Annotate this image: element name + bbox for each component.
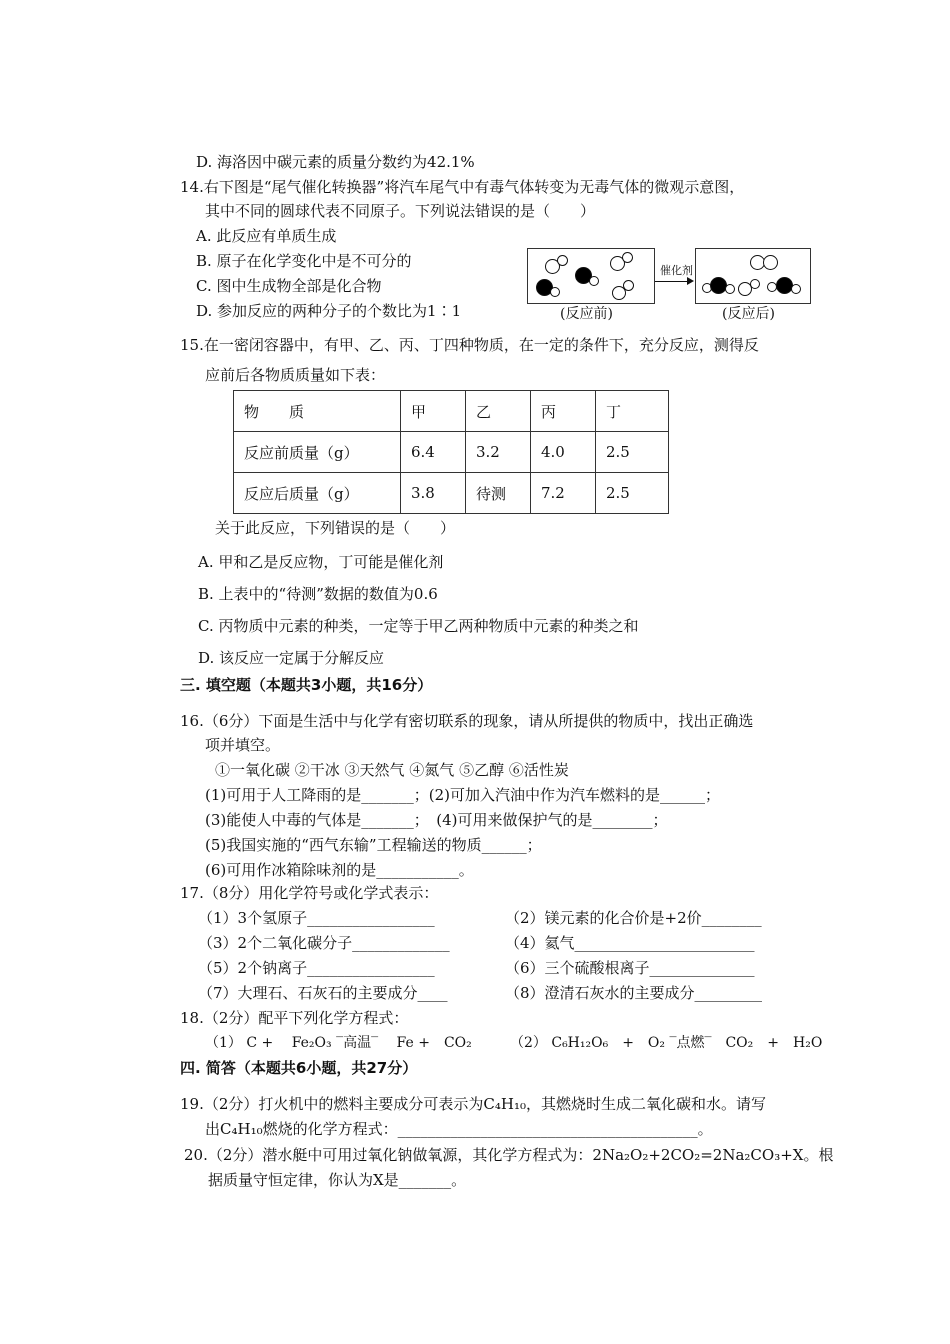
q16-choices: ①一氧化碳 ②干冰 ③天然气 ④氮气 ⑤乙醇 ⑥活性炭 (215, 761, 569, 779)
catalyst-label: 催化剂 (660, 264, 693, 277)
section-4-heading: 四. 简答（本题共6小题，共27分） (180, 1059, 418, 1077)
cell: 3.2 (466, 432, 531, 473)
cell: 待测 (466, 473, 531, 514)
atom (622, 252, 633, 263)
header-cell: 甲 (401, 391, 466, 432)
q17-item: （4）氦气________________________ (505, 934, 755, 952)
q16-line-1: (1)可用于人工降雨的是_______；(2)可加入汽油中作为汽车燃料的是______； (205, 786, 720, 804)
q16-line-4: (6)可用作冰箱除味剂的是___________。 (205, 861, 474, 879)
before-label: (反应前) (560, 306, 613, 322)
q19-stem: 19.（2分）打火机中的燃料主要成分可表示为C₄H₁₀，其燃烧时生成二氧化碳和水。请写 (180, 1095, 766, 1113)
q18-equation-1: （1） C + Fe₂O₃ ‾高温‾ Fe + CO₂ (205, 1035, 472, 1051)
header-cell: 乙 (466, 391, 531, 432)
q14-stem: 14.右下图是“尾气催化转换器”将汽车尾气中有毒气体转变为无毒气体的微观示意图， (180, 178, 745, 196)
atom (763, 255, 778, 270)
q14-option-c: C. 图中生成物全部是化合物 (196, 277, 382, 295)
q15-option-d: D. 该反应一定属于分解反应 (198, 649, 385, 667)
q15-ask: 关于此反应，下列错误的是（ ） (215, 519, 456, 537)
header-cell: 物 质 (234, 391, 401, 432)
q17-item: （3）2个二氧化碳分子_____________ (198, 934, 450, 952)
atom (557, 255, 568, 266)
atom (550, 287, 560, 297)
q16-line-3: (5)我国实施的“西气东输”工程输送的物质______； (205, 836, 542, 854)
cell: 7.2 (531, 473, 596, 514)
q14-option-a: A. 此反应有单质生成 (196, 227, 337, 245)
q19-stem-cont: 出C₄H₁₀燃烧的化学方程式：________________________________________。 (205, 1120, 713, 1138)
header-cell: 丙 (531, 391, 596, 432)
section-3-heading: 三. 填空题（本题共3小题，共16分） (180, 676, 433, 694)
atom (710, 277, 727, 294)
q20-stem: 20.（2分）潜水艇中可用过氧化钠做氧源，其化学方程式为：2Na₂O₂+2CO₂=2Na₂CO₃+X。根 (184, 1146, 834, 1164)
q17-item: （5）2个钠离子_________________ (198, 959, 435, 977)
atom (750, 279, 760, 289)
atom (725, 284, 735, 294)
q14-stem-cont: 其中不同的圆球代表不同原子。下列说法错误的是（ ） (205, 202, 596, 220)
cell: 6.4 (401, 432, 466, 473)
table-header-row (234, 391, 669, 432)
q17-item: （2）镁元素的化合价是+2价________ (505, 909, 762, 927)
table-row (234, 473, 669, 514)
cell: 4.0 (531, 432, 596, 473)
q17-item: （8）澄清石灰水的主要成分_________ (505, 984, 763, 1002)
q15-option-c: C. 丙物质中元素的种类，一定等于甲乙两种物质中元素的种类之和 (198, 617, 639, 635)
cell: 3.8 (401, 473, 466, 514)
cell: 2.5 (596, 473, 669, 514)
q16-stem-cont: 项并填空。 (205, 736, 281, 754)
arrow (655, 281, 691, 282)
table-row (234, 432, 669, 473)
atom (776, 277, 793, 294)
q20-stem-cont: 据质量守恒定律，你认为X是_______。 (208, 1171, 467, 1189)
q13-option-d: D. 海洛因中碳元素的质量分数约为42.1% (196, 153, 475, 171)
after-label: (反应后) (722, 306, 775, 322)
cell: 反应后质量（g） (234, 473, 401, 514)
after-box (695, 248, 811, 304)
q15-stem: 15.在一密闭容器中，有甲、乙、丙、丁四种物质，在一定的条件下，充分反应，测得反 (180, 336, 759, 354)
q15-stem-cont: 应前后各物质质量如下表： (205, 366, 386, 384)
q17-stem: 17.（8分）用化学符号或化学式表示： (180, 884, 439, 902)
cell: 2.5 (596, 432, 669, 473)
q18-equation-2: （2） C₆H₁₂O₆ + O₂ ‾点燃‾ CO₂ + H₂O (510, 1035, 823, 1051)
q16-line-2: (3)能使人中毒的气体是_______； (4)可用来做保护气的是________； (205, 811, 668, 829)
mass-table (233, 390, 669, 514)
atom (623, 280, 634, 291)
atom (791, 284, 801, 294)
atom (589, 276, 599, 286)
q15-option-a: A. 甲和乙是反应物，丁可能是催化剂 (198, 553, 444, 571)
q14-option-d: D. 参加反应的两种分子的个数比为1∶1 (196, 302, 462, 320)
q14-option-b: B. 原子在化学变化中是不可分的 (196, 252, 412, 270)
cell: 反应前质量（g） (234, 432, 401, 473)
q17-item: （1）3个氢原子_________________ (198, 909, 435, 927)
q17-item: （7）大理石、石灰石的主要成分____ (198, 984, 448, 1002)
q16-stem: 16.（6分）下面是生活中与化学有密切联系的现象，请从所提供的物质中，找出正确选 (180, 712, 754, 730)
q18-stem: 18.（2分）配平下列化学方程式： (180, 1009, 409, 1027)
header-cell: 丁 (596, 391, 669, 432)
before-box (527, 248, 655, 304)
q15-option-b: B. 上表中的“待测”数据的数值为0.6 (198, 585, 438, 603)
q17-item: （6）三个硫酸根离子______________ (505, 959, 755, 977)
arrow-head-icon (687, 277, 694, 285)
